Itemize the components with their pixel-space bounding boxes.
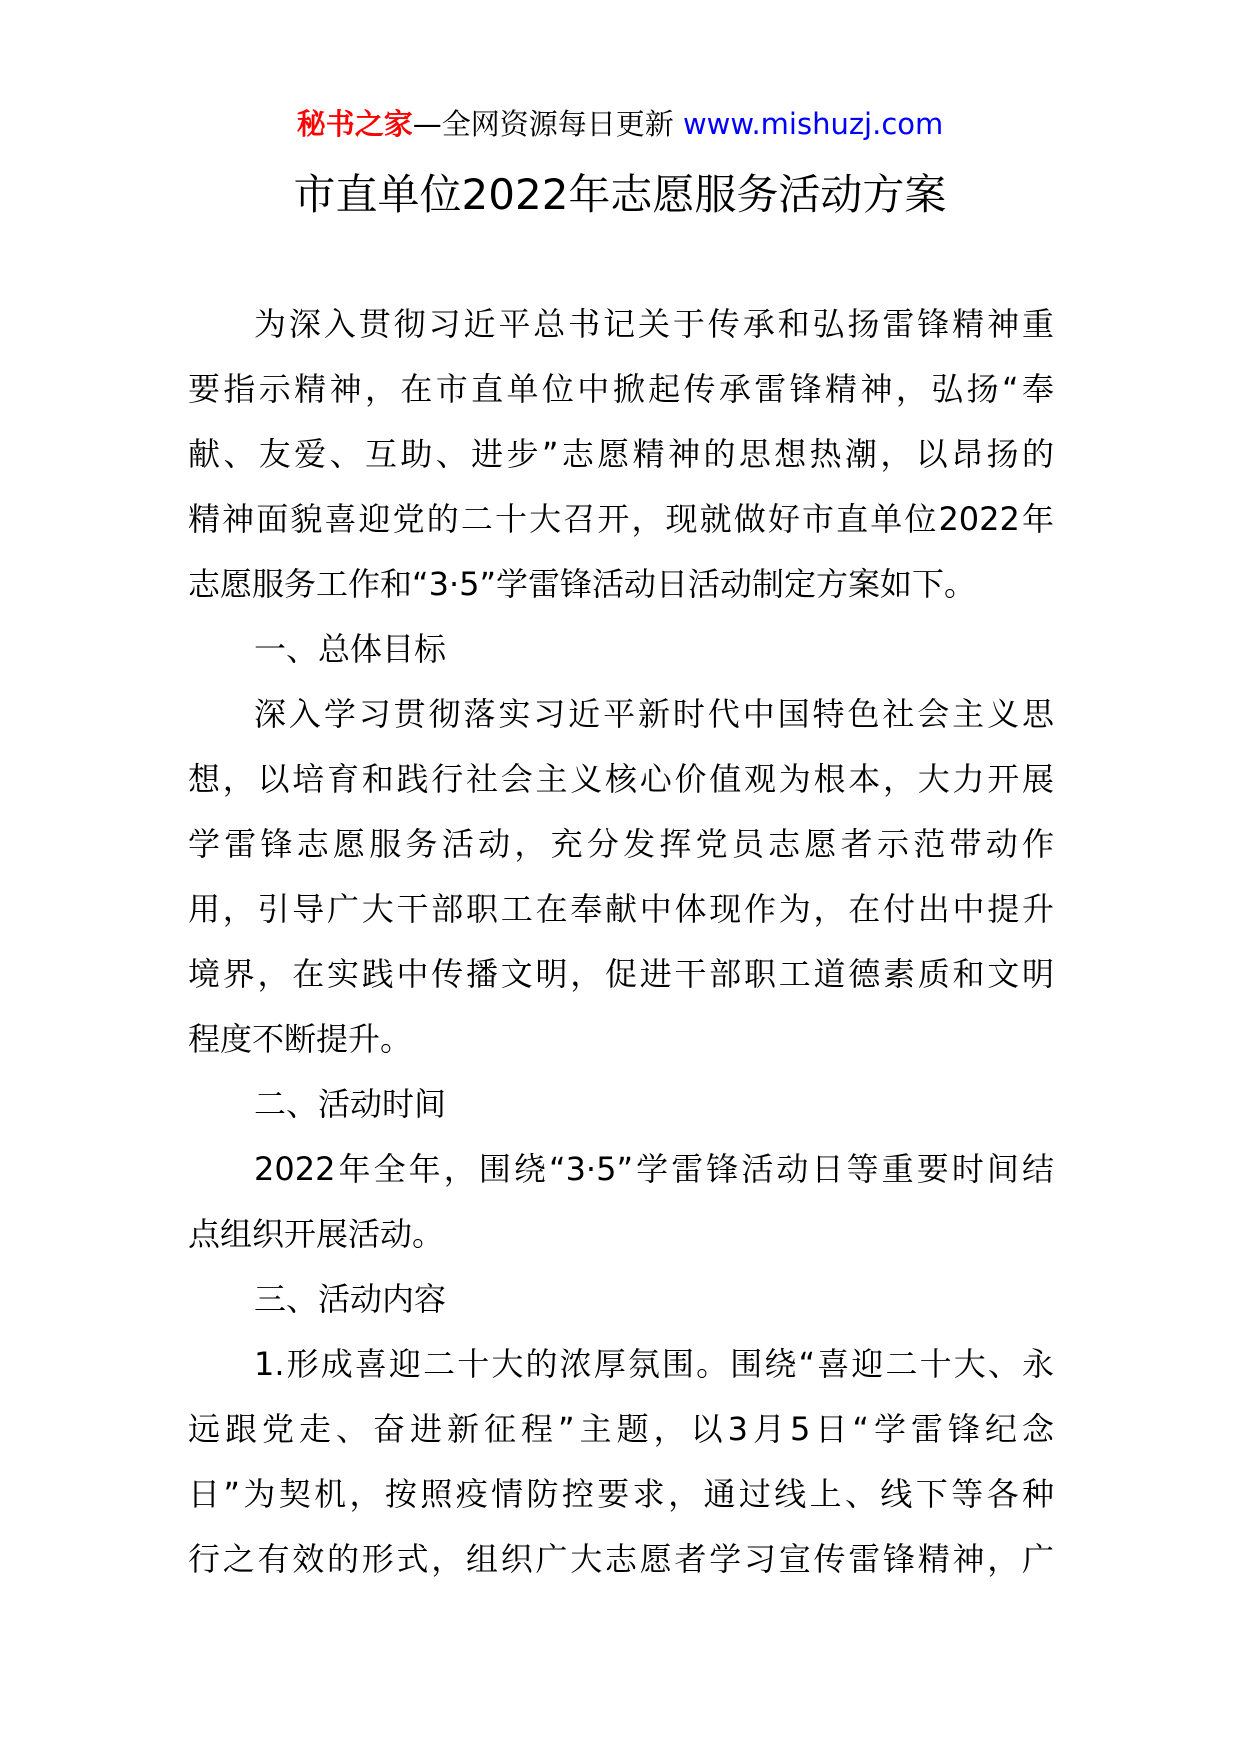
body-line: 要指示精神，在市直单位中掀起传承雷锋精神，弘扬“奉 (188, 370, 1054, 408)
site-slogan: —全网资源每日更新 (412, 107, 674, 141)
body-line: 想，以培育和践行社会主义核心价值观为根本，大力开展 (188, 760, 1054, 798)
site-header (0, 100, 1240, 148)
body-line: 为深入贯彻习近平总书记关于传承和弘扬雷锋精神重 (254, 305, 1054, 343)
body-line: 程度不断提升。 (188, 1020, 413, 1058)
site-brand: 秘书之家 (296, 107, 413, 141)
body-line: 行之有效的形式，组织广大志愿者学习宣传雷锋精神，广 (188, 1540, 1054, 1578)
document-body (188, 292, 1054, 1592)
body-line: 深入学习贯彻落实习近平新时代中国特色社会主义思 (254, 695, 1054, 733)
body-line: 用，引导广大干部职工在奉献中体现作为，在付出中提升 (188, 890, 1054, 928)
section-heading: 二、活动时间 (254, 1085, 447, 1123)
body-line: 日”为契机，按照疫情防控要求，通过线上、线下等各种 (188, 1475, 1054, 1513)
body-line: 志愿服务工作和“3·5”学雷锋活动日活动制定方案如下。 (188, 565, 977, 603)
body-line: 精神面貌喜迎党的二十大召开，现就做好市直单位2022年 (188, 500, 1054, 538)
body-line: 远跟党走、奋进新征程”主题，以3月5日“学雷锋纪念 (188, 1410, 1054, 1448)
body-line: 2022年全年，围绕“3·5”学雷锋活动日等重要时间结 (254, 1150, 1054, 1188)
body-line: 献、友爱、互助、进步”志愿精神的思想热潮，以昂扬的 (188, 435, 1054, 473)
document-title: 市直单位2022年志愿服务活动方案 (293, 170, 947, 219)
site-url-link[interactable]: www.mishuzj.com (682, 107, 944, 141)
section-heading: 三、活动内容 (254, 1280, 447, 1318)
body-line: 点组织开展活动。 (188, 1215, 445, 1253)
body-line: 境界，在实践中传播文明，促进干部职工道德素质和文明 (188, 955, 1054, 993)
body-line: 1.形成喜迎二十大的浓厚氛围。围绕“喜迎二十大、永 (254, 1345, 1054, 1383)
body-line: 学雷锋志愿服务活动，充分发挥党员志愿者示范带动作 (188, 825, 1054, 863)
section-heading: 一、总体目标 (254, 630, 447, 668)
